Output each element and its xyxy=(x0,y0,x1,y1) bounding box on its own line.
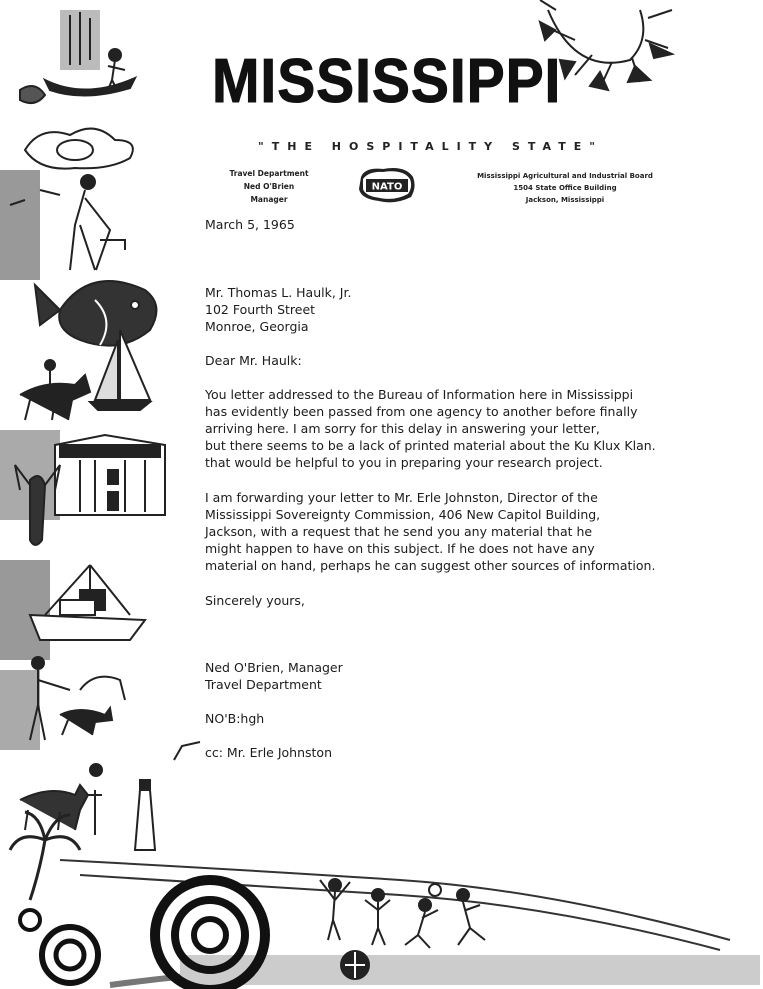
magnolia-illustration xyxy=(25,129,133,169)
hunter-dog-illustration xyxy=(0,657,125,750)
letterhead-sender-block xyxy=(214,167,324,206)
recipient-street: 102 Fourth Street xyxy=(205,302,316,317)
sender-name: Ned O'Brien xyxy=(243,182,295,191)
paragraph-1-line: You letter addressed to the Bureau of Information here in Mississippi xyxy=(205,387,634,402)
bull-illustration xyxy=(20,764,102,835)
board-city: Jackson, Mississippi xyxy=(525,196,605,204)
sender-department: Travel Department xyxy=(229,169,309,178)
board-address: 1504 State Office Building xyxy=(513,184,617,192)
nato-badge-logo xyxy=(355,163,419,207)
shrimp-boat-illustration xyxy=(0,560,145,660)
paragraph-1-line: arriving here. I am sorry for this delay in answering your letter, xyxy=(205,421,600,436)
fisherman-boat-illustration xyxy=(20,10,135,103)
signature-department: Travel Department xyxy=(205,677,322,692)
recipient-city: Monroe, Georgia xyxy=(205,319,309,334)
paragraph-2 xyxy=(205,489,665,574)
lighthouse-illustration xyxy=(135,780,155,850)
paragraph-1-line: but there seems to be a lack of printed material about the Ku Klux Klan. xyxy=(205,438,656,453)
salutation: Dear Mr. Haulk: xyxy=(205,353,302,368)
letterhead-title: MISSISSIPPI xyxy=(212,47,562,116)
paragraph-1 xyxy=(205,386,665,471)
typist-initials: NO'B:hgh xyxy=(205,711,265,726)
recipient-name: Mr. Thomas L. Haulk, Jr. xyxy=(205,285,352,300)
signature-block xyxy=(205,659,665,693)
paragraph-2-line: might happen to have on this subject. If he does not have any xyxy=(205,541,595,556)
signature-name: Ned O'Brien, Manager xyxy=(205,660,343,675)
letterhead-board-block xyxy=(470,170,660,206)
recipient-address xyxy=(205,284,665,335)
golfer-illustration xyxy=(0,170,125,280)
paragraph-2-line: Mississippi Sovereignty Commission, 406 New Capitol Building, xyxy=(205,507,601,522)
letter-date: March 5, 1965 xyxy=(205,217,295,232)
fish-illustration xyxy=(35,281,156,346)
cc-line: cc: Mr. Erle Johnston xyxy=(205,745,332,760)
cc-checkmark-icon xyxy=(172,738,202,764)
letterhead-tagline: "THE HOSPITALITY STATE" xyxy=(258,140,603,153)
horse-rider-illustration xyxy=(20,360,90,420)
paragraph-2-line: I am forwarding your letter to Mr. Erle Johnston, Director of the xyxy=(205,490,598,505)
paragraph-2-line: material on hand, perhaps he can suggest other sources of information. xyxy=(205,558,656,573)
board-name: Mississippi Agricultural and Industrial Board xyxy=(477,172,653,180)
nato-badge-text: NATO xyxy=(371,181,403,193)
paragraph-2-line: Jackson, with a request that he send you any material that he xyxy=(205,524,593,539)
closing: Sincerely yours, xyxy=(205,593,305,608)
paragraph-1-line: that would be helpful to you in preparing your research project. xyxy=(205,455,603,470)
mansion-illustration xyxy=(0,430,165,520)
sender-title: Manager xyxy=(250,195,288,204)
paragraph-1-line: has evidently been passed from one agency to another before finally xyxy=(205,404,638,419)
